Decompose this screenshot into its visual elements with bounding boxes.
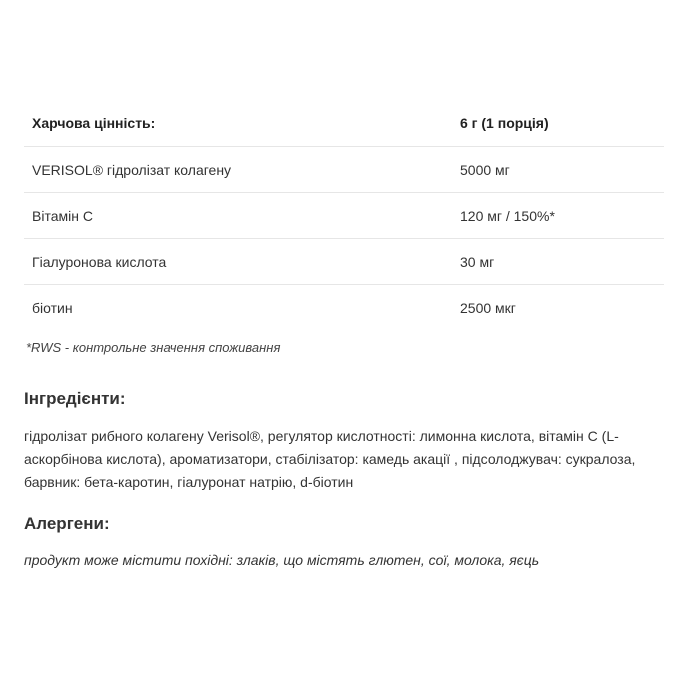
nutrient-name: біотин: [32, 299, 73, 316]
nutrient-name: Гіалуронова кислота: [24, 239, 452, 285]
nutrient-amount: 30 мг: [452, 239, 664, 285]
table-row: [24, 193, 664, 239]
table-row: [24, 147, 664, 193]
nutrient-name: Вітамін С: [24, 193, 452, 239]
ingredients-heading: Інгредієнти:: [24, 389, 126, 408]
nutrient-amount: 2500 мкг: [460, 299, 516, 316]
allergens-heading: Алергени:: [24, 514, 110, 533]
rws-footnote: *RWS - контрольне значення споживання: [26, 340, 281, 355]
table-row: [24, 239, 664, 285]
ingredients-text: гідролізат рибного колагену Verisol®, регулятор кислотності: лимонна кислота, вітамін С (L-аскорбінова кислота), ароматизатори, стабілізатор: камедь акації , підсолоджувач: сукралоза, барвник: бета-каротин, гіалуронат натрію, d-біотин: [24, 428, 636, 490]
allergens-text: продукт може містити похідні: злаків, що містять глютен, сої, молока, яєць: [24, 552, 540, 568]
nutrient-amount: 5000 мг: [452, 147, 664, 193]
table-row: [24, 285, 664, 331]
nutrient-name: VERISOL® гідролізат колагену: [24, 147, 452, 193]
nutrition-header-row: [24, 100, 664, 147]
product-info: [24, 100, 676, 568]
nutrition-header-label: Харчова цінність:: [24, 100, 452, 147]
nutrition-header-value: 6 г (1 порція): [452, 100, 664, 147]
nutrition-table: [24, 100, 664, 330]
nutrient-amount: 120 мг / 150%*: [452, 193, 664, 239]
